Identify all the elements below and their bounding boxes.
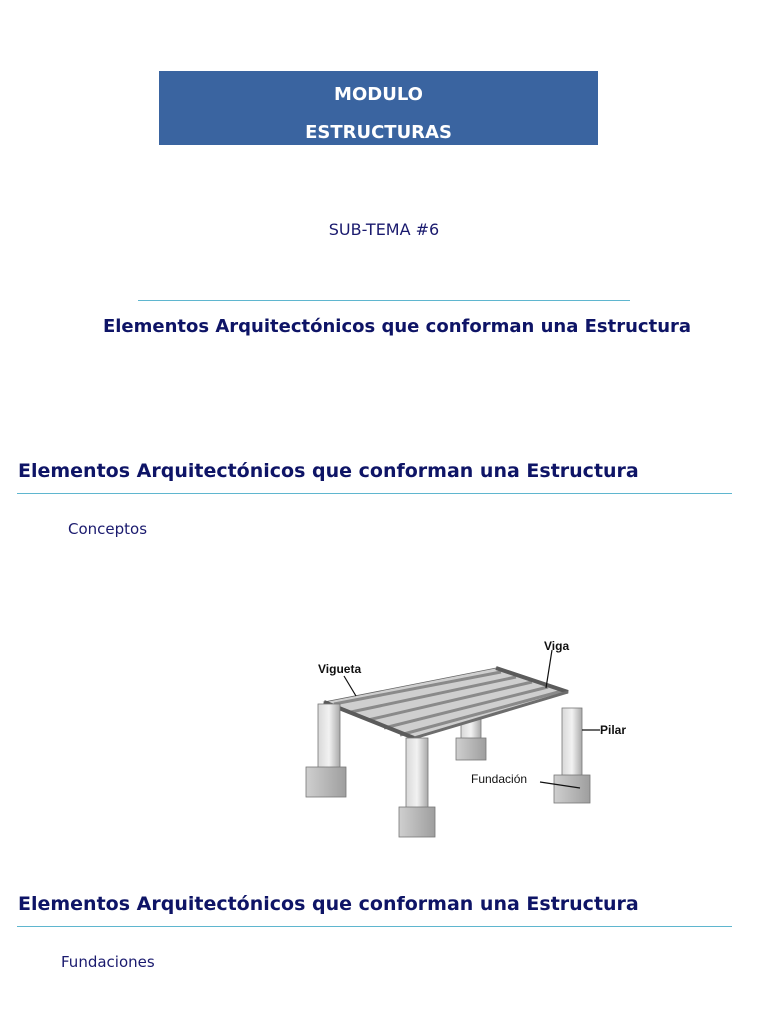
page-title: Elementos Arquitectónicos que conforman una Estructura <box>102 316 692 337</box>
column-front-middle <box>399 738 435 837</box>
subtopic-label: SUB-TEMA #6 <box>328 220 440 239</box>
beam-deck <box>324 668 568 738</box>
section-divider-fundaciones <box>17 926 732 927</box>
module-title-box <box>159 71 598 145</box>
module-title-line1: MODULO <box>334 84 423 105</box>
section-heading-fundaciones: Elementos Arquitectónicos que conforman una Estructura <box>18 893 639 915</box>
section-divider-conceptos <box>17 493 732 494</box>
column-right <box>554 708 590 803</box>
section-text-conceptos: Conceptos <box>68 520 148 538</box>
section-text-fundaciones: Fundaciones <box>61 953 155 971</box>
column-front-left <box>306 704 346 797</box>
section-heading-conceptos: Elementos Arquitectónicos que conforman una Estructura <box>18 460 639 482</box>
label-vigueta: Vigueta <box>318 662 362 676</box>
label-pilar: Pilar <box>600 723 627 737</box>
module-title-line2: ESTRUCTURAS <box>305 122 452 143</box>
divider-top <box>138 300 630 301</box>
label-fundacion: Fundación <box>471 772 528 786</box>
leader-viga <box>546 650 552 688</box>
structure-illustration <box>296 630 636 845</box>
leader-vigueta <box>344 676 356 696</box>
label-viga: Viga <box>544 639 570 653</box>
